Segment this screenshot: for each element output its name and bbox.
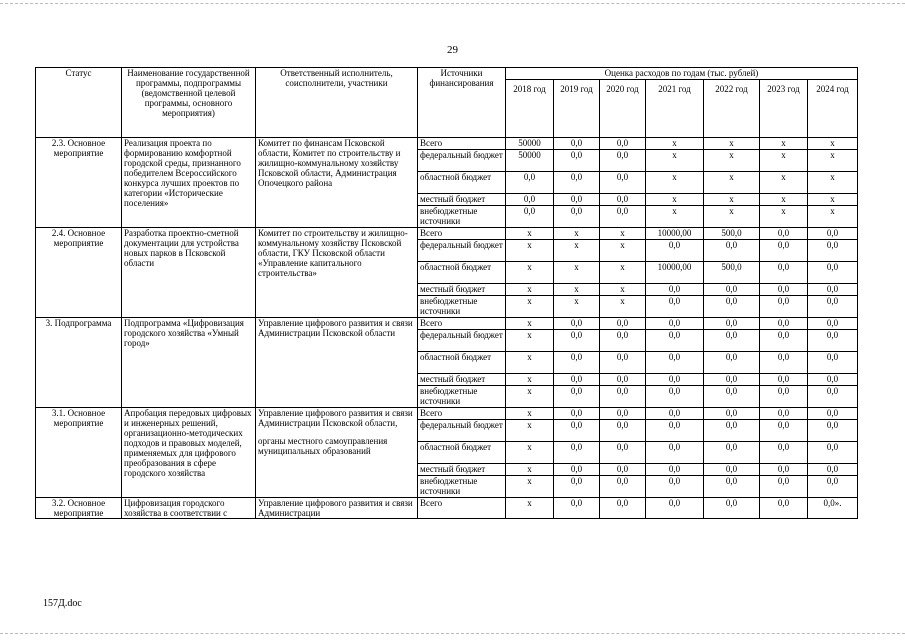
value-cell: 0,0 [760, 318, 808, 330]
status-cell: 3.2. Основное мероприятие [36, 498, 122, 519]
value-cell: 0,0 [808, 408, 858, 420]
value-cell: 0,0 [554, 498, 600, 519]
value-cell: 0,0 [554, 138, 600, 150]
value-cell: 0,0 [600, 330, 646, 352]
value-cell: 500,0 [704, 262, 760, 284]
value-cell: 0,0 [704, 352, 760, 374]
value-cell: х [506, 420, 554, 442]
value-cell: 0,0 [600, 172, 646, 194]
value-cell: 0,0 [554, 464, 600, 476]
table-header [36, 68, 858, 138]
status-cell: 3.1. Основное мероприятие [36, 408, 122, 498]
value-cell: х [506, 374, 554, 386]
value-cell: 0,0 [506, 194, 554, 206]
value-cell: 0,0 [760, 442, 808, 464]
program-name-cell: Реализация проекта по формированию комфортной городской среды, признанного победителем Всероссийского конкурса лучших проектов по категории «Исторические поселения» [122, 138, 256, 228]
value-cell: 0,0 [760, 296, 808, 318]
value-cell: х [808, 194, 858, 206]
value-cell: 0,0 [554, 408, 600, 420]
value-cell: 0,0 [646, 442, 704, 464]
value-cell: 0,0 [808, 464, 858, 476]
value-cell: 0,0 [704, 330, 760, 352]
value-cell: 0,0 [554, 420, 600, 442]
value-cell: 0,0 [554, 386, 600, 408]
status-cell: 2.4. Основное мероприятие [36, 228, 122, 318]
funding-source-cell: федеральный бюджет [418, 420, 506, 442]
value-cell: 0,0 [704, 498, 760, 519]
header-year: 2022 год [704, 80, 760, 138]
value-cell: 0,0 [554, 352, 600, 374]
value-cell: 0,0 [704, 420, 760, 442]
value-cell: х [704, 172, 760, 194]
value-cell: х [760, 206, 808, 228]
value-cell: х [554, 240, 600, 262]
header-year: 2024 год [808, 80, 858, 138]
value-cell: 0,0 [808, 296, 858, 318]
value-cell: х [808, 206, 858, 228]
value-cell: х [600, 262, 646, 284]
value-cell: х [506, 442, 554, 464]
funding-source-cell: областной бюджет [418, 262, 506, 284]
value-cell: х [600, 284, 646, 296]
value-cell: х [600, 228, 646, 240]
funding-source-cell: внебюджетные источники [418, 386, 506, 408]
value-cell: х [554, 296, 600, 318]
value-cell: х [506, 476, 554, 498]
value-cell: 0,0 [600, 464, 646, 476]
value-cell: х [554, 262, 600, 284]
value-cell: х [808, 172, 858, 194]
value-cell: х [506, 228, 554, 240]
value-cell: 0,0 [704, 296, 760, 318]
value-cell: 0,0 [704, 386, 760, 408]
value-cell: 0,0 [760, 420, 808, 442]
value-cell: 0,0 [646, 330, 704, 352]
value-cell: х [506, 262, 554, 284]
responsible-cell: Комитет по финансам Псковской области, Комитет по строительству и жилищно-коммунальному хозяйству Псковской области, Администрация Опочецкого района [256, 138, 418, 228]
value-cell: 0,0 [808, 228, 858, 240]
value-cell: х [506, 498, 554, 519]
value-cell: 0,0 [600, 150, 646, 172]
header-name: Наименование государственной программы, подпрограммы (ведомственной целевой программы, основного мероприятия) [122, 68, 256, 138]
value-cell: х [506, 330, 554, 352]
program-name-cell: Цифровизация городского хозяйства в соответствии с [122, 498, 256, 519]
value-cell: х [704, 138, 760, 150]
header-status: Статус [36, 68, 122, 138]
responsible-cell-part: органы местного самоуправления муниципальных образований [258, 436, 388, 456]
value-cell: 0,0 [760, 476, 808, 498]
value-cell: 0,0 [600, 352, 646, 374]
top-border-line [0, 3, 905, 4]
status-cell: 3. Подпрограмма [36, 318, 122, 408]
value-cell: х [554, 284, 600, 296]
value-cell: 0,0 [600, 498, 646, 519]
value-cell: 0,0 [760, 330, 808, 352]
header-year: 2019 год [554, 80, 600, 138]
value-cell: 0,0 [808, 442, 858, 464]
value-cell: 0,0 [808, 386, 858, 408]
value-cell: х [506, 352, 554, 374]
value-cell: 0,0 [808, 262, 858, 284]
value-cell: х [646, 138, 704, 150]
value-cell: 0,0 [808, 330, 858, 352]
value-cell: 500,0 [704, 228, 760, 240]
value-cell: 10000,00 [646, 262, 704, 284]
program-name-cell: Апробация передовых цифровых и инженерных решений, организационно-методических подходов и правовых моделей, применяемых для цифрового преобразования в сфере городского хозяйства [122, 408, 256, 498]
value-cell: х [760, 150, 808, 172]
value-cell: 0,0 [646, 284, 704, 296]
document-filename: 157Д.doc [43, 598, 82, 609]
value-cell: 0,0 [808, 284, 858, 296]
value-cell: 0,0 [646, 498, 704, 519]
table-row [36, 318, 858, 330]
value-cell: 0,0 [760, 284, 808, 296]
value-cell: 0,0 [646, 464, 704, 476]
value-cell: 0,0 [704, 442, 760, 464]
value-cell: 0,0 [600, 318, 646, 330]
value-cell: 0,0 [646, 374, 704, 386]
value-cell: 0,0 [554, 150, 600, 172]
funding-source-cell: местный бюджет [418, 284, 506, 296]
value-cell: х [506, 408, 554, 420]
value-cell: 0,0 [554, 206, 600, 228]
value-cell: х [506, 386, 554, 408]
funding-source-cell: федеральный бюджет [418, 240, 506, 262]
table-row [36, 408, 858, 420]
program-name-cell: Разработка проектно-сметной документации для устройства новых парков в Псковской области [122, 228, 256, 318]
value-cell: х [506, 464, 554, 476]
value-cell: х [808, 138, 858, 150]
value-cell: 0,0 [554, 330, 600, 352]
value-cell: 0,0». [808, 498, 858, 519]
value-cell: 0,0 [600, 206, 646, 228]
value-cell: 10000,00 [646, 228, 704, 240]
value-cell: 0,0 [646, 352, 704, 374]
expenses-table [35, 67, 858, 519]
value-cell: х [760, 194, 808, 206]
value-cell: 0,0 [646, 386, 704, 408]
funding-source-cell: местный бюджет [418, 374, 506, 386]
responsible-cell: Комитет по строительству и жилищно-коммунальному хозяйству Псковской области, ГКУ Псковской области «Управление капитального строительства» [256, 228, 418, 318]
value-cell: 0,0 [760, 386, 808, 408]
value-cell: х [554, 228, 600, 240]
value-cell: 0,0 [600, 476, 646, 498]
funding-source-cell: федеральный бюджет [418, 150, 506, 172]
responsible-cell [256, 408, 418, 498]
value-cell: 0,0 [554, 318, 600, 330]
value-cell: 0,0 [600, 194, 646, 206]
responsible-cell: Управление цифрового развития и связи Администрации [256, 498, 418, 519]
value-cell: х [704, 150, 760, 172]
value-cell: 0,0 [760, 408, 808, 420]
value-cell: 0,0 [760, 374, 808, 386]
value-cell: х [506, 318, 554, 330]
value-cell: 0,0 [554, 374, 600, 386]
value-cell: 0,0 [808, 374, 858, 386]
value-cell: х [646, 172, 704, 194]
value-cell: х [506, 284, 554, 296]
value-cell: 0,0 [600, 374, 646, 386]
value-cell: х [704, 206, 760, 228]
table-row [36, 138, 858, 150]
value-cell: 0,0 [704, 318, 760, 330]
header-year: 2021 год [646, 80, 704, 138]
value-cell: 0,0 [760, 228, 808, 240]
value-cell: х [600, 240, 646, 262]
header-year: 2023 год [760, 80, 808, 138]
table-row [36, 228, 858, 240]
value-cell: х [646, 150, 704, 172]
value-cell: 0,0 [704, 464, 760, 476]
value-cell: х [704, 194, 760, 206]
value-cell: 0,0 [554, 172, 600, 194]
value-cell: 0,0 [808, 420, 858, 442]
value-cell: 0,0 [808, 476, 858, 498]
value-cell: 0,0 [646, 240, 704, 262]
value-cell: 0,0 [554, 194, 600, 206]
value-cell: х [760, 138, 808, 150]
value-cell: 0,0 [704, 284, 760, 296]
funding-source-cell: Всего [418, 498, 506, 519]
value-cell: 0,0 [704, 374, 760, 386]
value-cell: 0,0 [646, 408, 704, 420]
value-cell: 0,0 [646, 420, 704, 442]
value-cell: х [646, 206, 704, 228]
funding-source-cell: местный бюджет [418, 194, 506, 206]
funding-source-cell: местный бюджет [418, 464, 506, 476]
value-cell: 0,0 [600, 138, 646, 150]
value-cell: 0,0 [646, 318, 704, 330]
value-cell: 50000 [506, 150, 554, 172]
header-responsible: Ответственный исполнитель, соисполнители, участники [256, 68, 418, 138]
value-cell: 0,0 [506, 206, 554, 228]
value-cell: 0,0 [600, 442, 646, 464]
funding-source-cell: областной бюджет [418, 172, 506, 194]
funding-source-cell: федеральный бюджет [418, 330, 506, 352]
table-body [36, 138, 858, 519]
funding-source-cell: областной бюджет [418, 352, 506, 374]
responsible-cell-part: Управление цифрового развития и связи Администрации Псковской области, [258, 408, 413, 428]
header-estimate: Оценка расходов по годам (тыс. рублей) [506, 68, 858, 80]
header-year: 2020 год [600, 80, 646, 138]
funding-source-cell: внебюджетные источники [418, 476, 506, 498]
funding-source-cell: Всего [418, 228, 506, 240]
value-cell: х [646, 194, 704, 206]
value-cell: х [760, 172, 808, 194]
value-cell: 0,0 [808, 352, 858, 374]
header-year: 2018 год [506, 80, 554, 138]
value-cell: 0,0 [704, 240, 760, 262]
value-cell: 0,0 [760, 240, 808, 262]
responsible-cell: Управление цифрового развития и связи Администрации Псковской области [256, 318, 418, 408]
value-cell: х [506, 240, 554, 262]
value-cell: х [506, 296, 554, 318]
value-cell: 0,0 [600, 420, 646, 442]
value-cell: 0,0 [646, 476, 704, 498]
value-cell: 0,0 [760, 464, 808, 476]
status-cell: 2.3. Основное мероприятие [36, 138, 122, 228]
value-cell: 0,0 [760, 352, 808, 374]
funding-source-cell: Всего [418, 318, 506, 330]
table-row [36, 498, 858, 519]
value-cell: 0,0 [554, 476, 600, 498]
value-cell: 0,0 [704, 476, 760, 498]
value-cell: 0,0 [760, 498, 808, 519]
value-cell: х [600, 296, 646, 318]
funding-source-cell: Всего [418, 138, 506, 150]
value-cell: х [808, 150, 858, 172]
value-cell: 0,0 [600, 408, 646, 420]
funding-source-cell: внебюджетные источники [418, 296, 506, 318]
bottom-border-line [0, 633, 905, 634]
value-cell: 0,0 [808, 240, 858, 262]
value-cell: 0,0 [704, 408, 760, 420]
value-cell: 0,0 [760, 262, 808, 284]
value-cell: 0,0 [506, 172, 554, 194]
value-cell: 0,0 [646, 296, 704, 318]
value-cell: 0,0 [554, 442, 600, 464]
value-cell: 50000 [506, 138, 554, 150]
funding-source-cell: областной бюджет [418, 442, 506, 464]
value-cell: 0,0 [808, 318, 858, 330]
page-number: 29 [447, 44, 458, 56]
funding-source-cell: Всего [418, 408, 506, 420]
header-sources: Источники финансирования [418, 68, 506, 138]
value-cell: 0,0 [600, 386, 646, 408]
funding-source-cell: внебюджетные источники [418, 206, 506, 228]
program-name-cell: Подпрограмма «Цифровизация городского хозяйства «Умный город» [122, 318, 256, 408]
